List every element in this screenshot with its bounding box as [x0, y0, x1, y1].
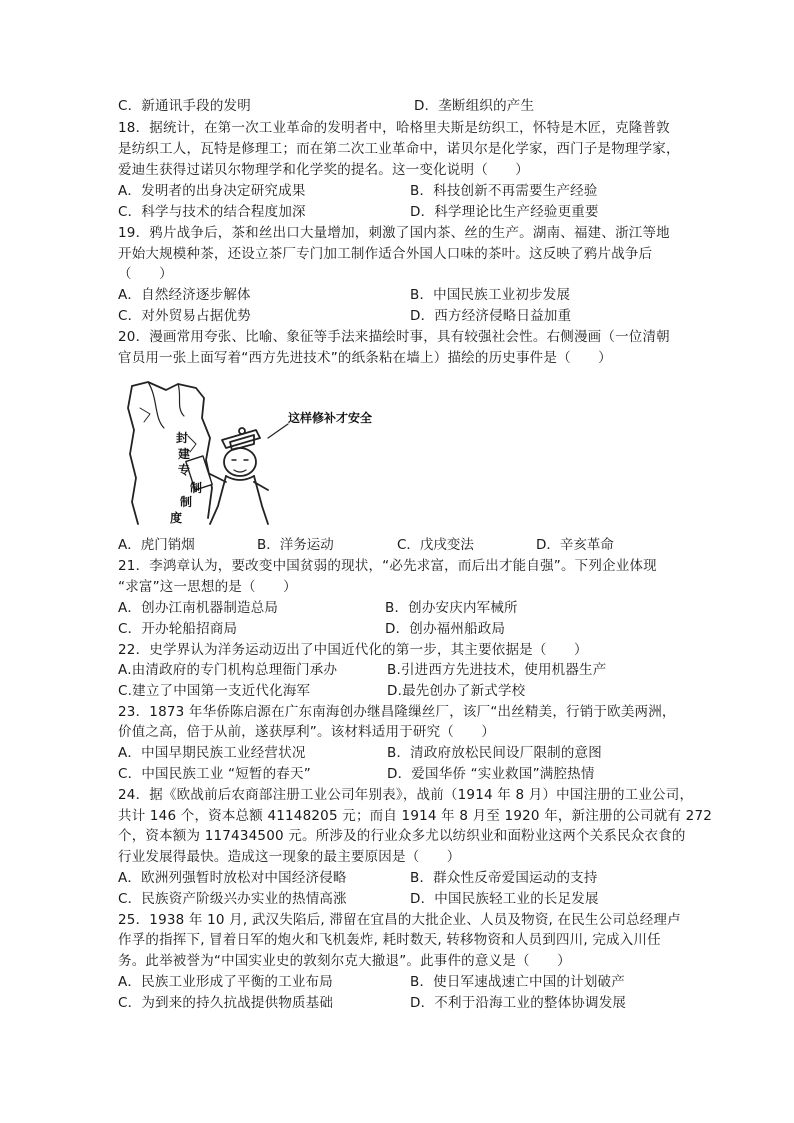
cartoon-wall-char-4: 制 — [190, 481, 203, 495]
q24-option-a: A．欧洲列强暂时放松对中国经济侵略 — [118, 870, 347, 886]
q18-stem-line-3: 爱迪生获得过诺贝尔物理学和化学奖的提名。这一变化说明（ ） — [118, 162, 529, 178]
q24-stem-line-4: 行业发展得最快。造成这一现象的最主要原因是（ ） — [118, 849, 461, 865]
q23-option-a: A．中国早期民族工业经营状况 — [118, 745, 306, 761]
q24-option-b: B．群众性反帝爱国运动的支持 — [410, 870, 598, 886]
q19-option-a: A．自然经济逐步解体 — [118, 287, 251, 303]
q17-option-d: D．垄断组织的产生 — [414, 98, 535, 114]
cartoon-wall-char-1: 封 — [176, 431, 189, 445]
q22-option-d: D.最先创办了新式学校 — [387, 683, 526, 699]
q24-stem-line-2: 共计 146 个，资本总额 41148205 元；而自 1914 年 8 月至 1920 年，新注册的公司就有 272 — [118, 808, 713, 824]
q18-option-c: C．科学与技术的结合程度加深 — [118, 204, 306, 220]
q24-stem-line-3: 个，资本额为 117434500 元。所涉及的行业众多尤以纺织业和面粉业这两个关系民众衣食的 — [118, 828, 686, 844]
q24-option-c: C．民族资产阶级兴办实业的热情高涨 — [118, 891, 347, 907]
q20-option-a: A．虎门销烟 — [118, 537, 195, 553]
q25-option-c: C．为到来的持久抗战提供物质基础 — [118, 995, 334, 1011]
q19-stem-line-2: 开始大规模种茶，还设立茶厂专门加工制作适合外国人口味的茶叶。这反映了鸦片战争后 — [118, 246, 653, 262]
q19-option-d: D．西方经济侵略日益加重 — [410, 308, 572, 324]
q18-option-b: B．科技创新不再需要生产经验 — [410, 183, 598, 199]
q21-stem-line-2: “求富”这一思想的是（ ） — [118, 579, 297, 595]
q20-option-d: D．辛亥革命 — [536, 537, 614, 553]
cartoon-wall-char-2: 建 — [178, 447, 191, 461]
q19-stem-line-1: 19．鸦片战争后，茶和丝出口大量增加，刺激了国内茶、丝的生产。湖南、福建、浙江等地 — [118, 225, 670, 241]
q18-stem-line-2: 是纺织工人，瓦特是修理工；而在第二次工业革命中，诺贝尔是化学家，西门子是物理学家， — [118, 141, 680, 157]
q19-stem-line-3: （ ） — [118, 266, 173, 282]
q25-option-b: B．使日军速战速亡中国的计划破产 — [410, 974, 625, 990]
q18-option-d: D．科学理论比生产经验更重要 — [410, 204, 599, 220]
q20-option-c: C．戊戌变法 — [397, 537, 474, 553]
q22-option-b: B.引进西方先进技术，使用机器生产 — [387, 662, 607, 678]
q24-option-d: D．中国民族轻工业的长足发展 — [410, 891, 599, 907]
q18-option-a: A．发明者的出身决定研究成果 — [118, 183, 306, 199]
cartoon-wall-char-6: 度 — [170, 511, 183, 525]
q22-option-c: C.建立了中国第一支近代化海军 — [118, 683, 311, 699]
q22-option-a: A.由清政府的专门机构总理衙门承办 — [118, 662, 338, 678]
q22-stem-line-1: 22．史学界认为洋务运动迈出了中国近代化的第一步，其主要依据是（ ） — [118, 642, 588, 658]
q23-stem-line-1: 23．1873 年华侨陈启源在广东南海创办继昌隆缫丝厂，该厂“出丝精美，行销于欧美两洲， — [118, 704, 676, 720]
q25-stem-line-3: 务。此举被誉为“中国实业史的敦刻尔克大撤退”。此事件的意义是（ ） — [118, 953, 571, 969]
q20-stem-line-2: 官员用一张上面写着“西方先进技术”的纸条粘在墙上）描绘的历史事件是（ ） — [118, 350, 612, 366]
q23-option-d: D．爱国华侨 “实业救国”满腔热情 — [387, 766, 595, 782]
q19-option-c: C．对外贸易占据优势 — [118, 308, 251, 324]
cartoon-wall-char-3: 专 — [178, 463, 191, 477]
cartoon-speech-text: 这样修补才安全 — [288, 411, 373, 425]
q25-option-a: A．民族工业形成了平衡的工业布局 — [118, 974, 333, 990]
q21-option-a: A．创办江南机器制造总局 — [118, 600, 279, 616]
q23-option-c: C．中国民族工业 “短暂的春天” — [118, 766, 311, 782]
q25-option-d: D．不利于沿海工业的整体协调发展 — [410, 995, 627, 1011]
q24-stem-line-1: 24．据《欧战前后农商部注册工业公司年别表》，战前（1914 年 8 月）中国注册的工业公司， — [118, 787, 694, 803]
q21-option-b: B．创办安庆内军械所 — [385, 600, 518, 616]
cartoon-wall-char-5: 制 — [180, 495, 193, 509]
q21-option-c: C．开办轮船招商局 — [118, 621, 238, 637]
q20-option-b: B．洋务运动 — [257, 537, 334, 553]
q19-option-b: B．中国民族工业初步发展 — [410, 287, 571, 303]
q25-stem-line-2: 作孚的指挥下, 冒着日军的炮火和飞机轰炸, 耗时数天, 转移物资和人员到四川, 完成入川任 — [118, 932, 661, 948]
q20-stem-line-1: 20．漫画常用夸张、比喻、象征等手法来描绘时事，具有较强社会性。右侧漫画（一位清朝 — [118, 329, 670, 345]
q17-option-c: C．新通讯手段的发明 — [118, 98, 251, 114]
q21-option-d: D．创办福州船政局 — [385, 621, 506, 637]
qing-official-cartoon — [118, 378, 388, 528]
q18-stem-line-1: 18．据统计，在第一次工业革命的发明者中，哈格里夫斯是纺织工，怀特是木匠，克隆普敦 — [118, 120, 670, 136]
q23-stem-line-2: 价值之高，倍于从前，遂获厚利”。该材料适用于研究（ ） — [118, 724, 496, 740]
q25-stem-line-1: 25．1938 年 10 月, 武汉失陷后, 滞留在宜昌的大批企业、人员及物资, 在民生公司总经理卢 — [118, 912, 681, 928]
q23-option-b: B．清政府放松民间设厂限制的意图 — [387, 745, 602, 761]
q21-stem-line-1: 21．李鸿章认为，要改变中国贫弱的现状，“必先求富，而后出才能自强”。下列企业体现 — [118, 558, 657, 574]
